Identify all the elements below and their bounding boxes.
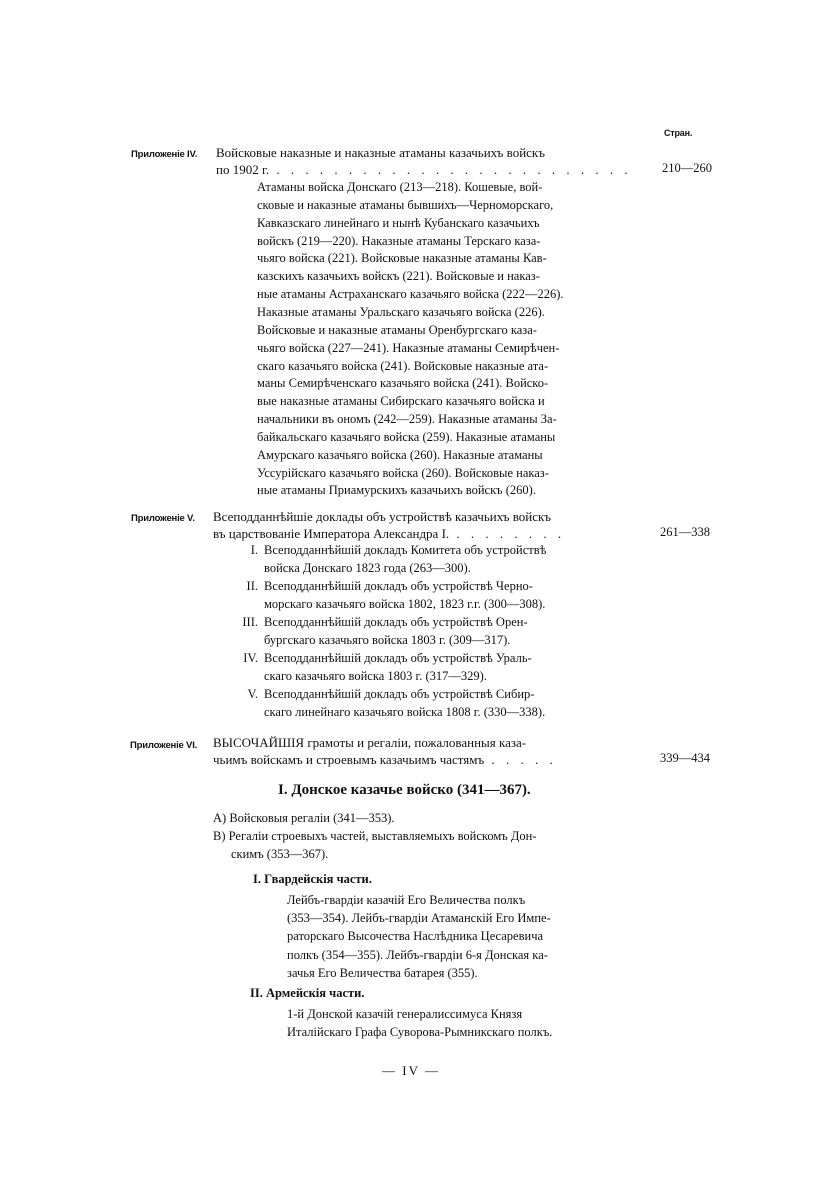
report-title-cont: скаго линейнаго казачьяго войска 1808 г. (330—338). bbox=[264, 705, 546, 719]
report-number: I. bbox=[250, 543, 258, 557]
text-line: зачья Его Величества батарея (355). bbox=[287, 965, 478, 980]
section-heading: I. Донское казачье войско (341—367). bbox=[278, 782, 531, 798]
appendix-pages: 210—260 bbox=[662, 161, 712, 175]
text-line: ные атаманы Астраханскаго казачьяго войска (222—226). bbox=[257, 287, 564, 302]
text-line: маны Семирѣченскаго казачьяго войска (241). Войско- bbox=[257, 376, 549, 391]
text-line: ные атаманы Приамурскихъ казачьихъ войскъ (260). bbox=[257, 483, 536, 498]
appendix-title-cont: чьимъ войскамъ и строевымъ казачьимъ частямъ . . . . . bbox=[213, 752, 557, 767]
appendix-title-cont: по 1902 г. . . . . . . . . . . . . . . . . . . . . . . . . . bbox=[216, 162, 632, 177]
text-line: 1-й Донской казачій генералиссимуса Князя bbox=[287, 1007, 523, 1021]
text-line: начальники въ ономъ (242—259). Наказные атаманы За- bbox=[257, 412, 557, 427]
report-title: Всеподданнѣйшій докладъ объ устройствѣ Сибир- bbox=[264, 687, 535, 701]
text-line: казскихъ казачьихъ войскъ (221). Войсковые и наказ- bbox=[257, 269, 540, 284]
text-line: Италійскаго Графа Суворова-Рымникскаго полкъ. bbox=[287, 1025, 553, 1040]
report-title: Всеподданнѣйшій докладъ объ устройствѣ Ураль- bbox=[264, 651, 532, 665]
text-line: войскъ (219—220). Наказные атаманы Терскаго каза- bbox=[257, 233, 541, 248]
text-line: Уссурійскаго казачьяго войска (260). Войсковые наказ- bbox=[257, 465, 549, 480]
text-line: Атаманы войска Донскаго (213—218). Кошевые, вой- bbox=[257, 180, 543, 194]
text-line: Наказные атаманы Уральскаго казачьяго войска (226). bbox=[257, 304, 545, 319]
appendix-pages: 339—434 bbox=[660, 751, 710, 765]
text-line: сковые и наказные атаманы бывшихъ—Черноморскаго, bbox=[257, 197, 554, 212]
army-units-heading: II. Армейскія части. bbox=[250, 986, 365, 1000]
text-line: (353—354). Лейбъ-гвардіи Атаманскій Его Импе- bbox=[287, 911, 551, 926]
report-title-cont: скаго казачьяго войска 1803 г. (317—329). bbox=[264, 669, 487, 683]
page-column-header: Стран. bbox=[664, 128, 693, 138]
text-line: вые наказные атаманы Сибирскаго казачьяго войска и bbox=[257, 394, 545, 409]
text-line: Войсковые и наказные атаманы Оренбургскаго каза- bbox=[257, 322, 537, 337]
report-number: II. bbox=[246, 579, 258, 593]
appendix-title: Войсковые наказные и наказные атаманы казачьихъ войскъ bbox=[216, 145, 545, 160]
report-title-cont: войска Донскаго 1823 года (263—300). bbox=[264, 561, 471, 575]
report-title: Всеподданнѣйшій докладъ объ устройствѣ Орен- bbox=[264, 615, 528, 629]
report-number: III. bbox=[242, 615, 258, 629]
text-line: скаго казачьяго войска (241). Войсковые наказные ата- bbox=[257, 358, 549, 373]
text-line: Кавказскаго линейнаго и нынѣ Кубанскаго казачьихъ bbox=[257, 215, 540, 230]
appendix-pages: 261—338 bbox=[660, 525, 710, 539]
text-line: полкъ (354—355). Лейбъ-гвардіи 6-я Донская ка- bbox=[287, 947, 548, 962]
report-number: V. bbox=[247, 687, 258, 701]
appendix-label: Приложеніе VI. bbox=[130, 740, 198, 751]
appendix-title: Всеподданнѣйшіе доклады объ устройствѣ казачьихъ войскъ bbox=[213, 509, 552, 524]
subsection-a: А) Войсковыя регаліи (341—353). bbox=[213, 811, 395, 825]
text-line: раторскаго Высочества Наслѣдника Цесаревича bbox=[287, 929, 544, 944]
report-title-cont: бургскаго казачьяго войска 1803 г. (309—317). bbox=[264, 633, 511, 647]
report-number: IV. bbox=[243, 651, 258, 665]
text-line: чьяго войска (227—241). Наказные атаманы Семирѣчен- bbox=[257, 340, 560, 355]
appendix-title: ВЫСОЧАЙШІЯ грамоты и регаліи, пожалованныя каза- bbox=[213, 735, 527, 750]
text-line: байкальскаго казачьяго войска (259). Наказные атаманы bbox=[257, 429, 556, 444]
appendix-label: Приложеніе V. bbox=[131, 513, 195, 524]
subsection-b: В) Регаліи строевыхъ частей, выставляемыхъ войскомъ Дон- bbox=[213, 829, 537, 843]
guard-units-heading: I. Гвардейскія части. bbox=[253, 872, 372, 886]
appendix-title-cont: въ царствованіе Императора Александра I. . . . . . . . . bbox=[213, 526, 566, 541]
text-line: Амурскаго казачьяго войска (260). Наказные атаманы bbox=[257, 447, 543, 462]
subsection-b-cont: скимъ (353—367). bbox=[231, 847, 329, 861]
text-line: Лейбъ-гвардіи казачій Его Величества полкъ bbox=[287, 893, 526, 907]
report-title-cont: морскаго казачьяго войска 1802, 1823 г.г. (300—308). bbox=[264, 597, 546, 611]
page-number: — IV — bbox=[382, 1063, 440, 1078]
appendix-label: Приложеніе IV. bbox=[131, 149, 198, 160]
report-title: Всеподданнѣйшій докладъ объ устройствѣ Черно- bbox=[264, 579, 533, 593]
report-title: Всеподданнѣйшій докладъ Комитета объ устройствѣ bbox=[264, 543, 547, 557]
text-line: чьяго войска (221). Войсковые наказные атаманы Кав- bbox=[257, 251, 547, 266]
